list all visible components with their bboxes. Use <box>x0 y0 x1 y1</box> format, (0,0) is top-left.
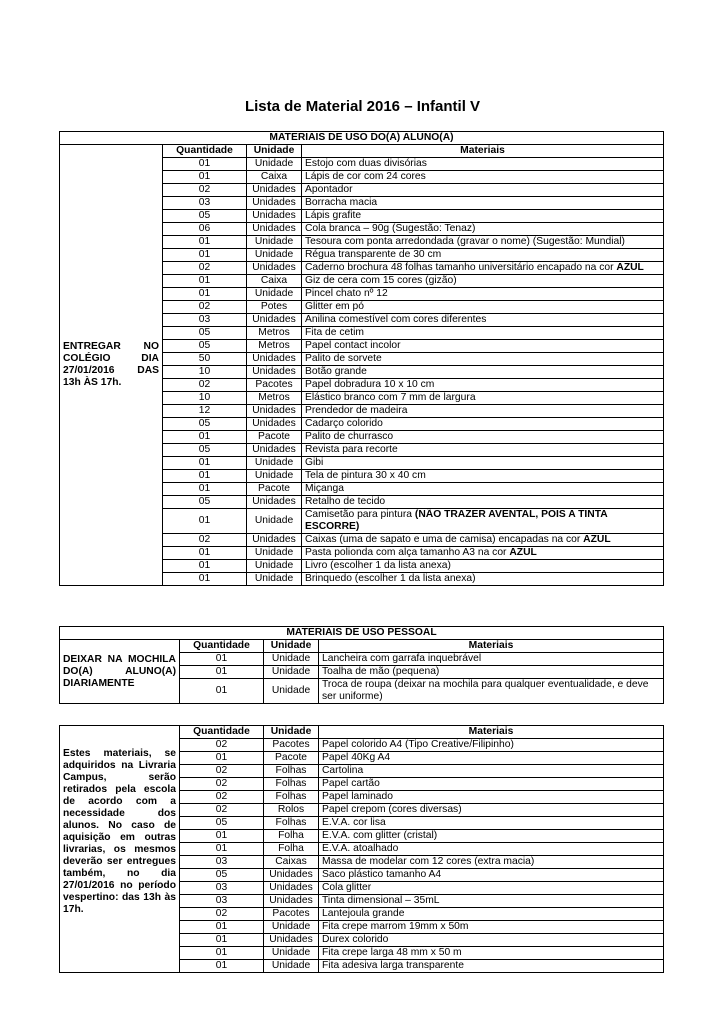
quantity-cell: 01 <box>163 236 247 249</box>
material-cell <box>302 327 664 340</box>
material-cell <box>302 210 664 223</box>
material-cell <box>302 483 664 496</box>
page-title: Lista de Material 2016 – Infantil V <box>244 98 481 115</box>
unit-cell: Unidade <box>247 547 302 560</box>
unit-cell: Unidades <box>247 184 302 197</box>
material-cell <box>319 843 664 856</box>
material-text: E.V.A. com glitter (cristal) <box>322 830 438 841</box>
unit-cell: Unidade <box>247 573 302 586</box>
unit-cell: Unidades <box>247 262 302 275</box>
material-text: Papel cartão <box>322 778 380 789</box>
quantity-cell: 01 <box>163 171 247 184</box>
material-text: Lantejoula grande <box>322 908 405 919</box>
unit-cell: Pacote <box>247 431 302 444</box>
material-text: Troca de roupa (deixar na mochila para qualquer eventualidade, e deve ser uniforme) <box>322 679 649 702</box>
unit-cell: Unidades <box>264 869 319 882</box>
quantity-cell: 02 <box>180 804 264 817</box>
material-cell <box>302 249 664 262</box>
unit-cell: Unidade <box>247 560 302 573</box>
quantity-cell: 12 <box>163 405 247 418</box>
material-cell <box>302 197 664 210</box>
material-text: Fita de cetim <box>305 327 364 338</box>
material-cell <box>302 340 664 353</box>
unit-cell: Unidades <box>247 366 302 379</box>
material-cell <box>319 882 664 895</box>
quantity-cell: 03 <box>163 197 247 210</box>
quantity-cell: 02 <box>180 765 264 778</box>
quantity-cell: 02 <box>180 739 264 752</box>
material-text: Fita adesiva larga transparente <box>322 960 464 971</box>
material-text: Borracha macia <box>305 197 378 208</box>
material-text: Tesoura com ponta arredondada (gravar o nome) (Sugestão: Mundial) <box>305 236 625 247</box>
quantity-cell: 03 <box>163 314 247 327</box>
material-text: Papel colorido A4 (Tipo Creative/Filipinho) <box>322 739 514 750</box>
unit-cell: Unidade <box>247 249 302 262</box>
material-cell <box>319 960 664 973</box>
material-emphasis: AZUL <box>616 262 644 273</box>
material-text: Miçanga <box>305 483 344 494</box>
quantity-cell: 05 <box>180 817 264 830</box>
quantity-cell: 01 <box>180 921 264 934</box>
quantity-cell: 01 <box>163 158 247 171</box>
unit-cell: Unidade <box>247 509 302 534</box>
material-text: Lancheira com garrafa inquebrável <box>322 653 482 664</box>
delivery-note: ENTREGAR NO COLÉGIO DIA 27/01/2016 DAS 13h ÀS 17h. <box>60 145 163 586</box>
quantity-cell: 02 <box>180 908 264 921</box>
unit-cell: Unidades <box>247 314 302 327</box>
quantity-cell: 06 <box>163 223 247 236</box>
quantity-cell: 01 <box>180 830 264 843</box>
personal-materials-table <box>59 626 664 704</box>
material-cell <box>302 509 664 534</box>
unit-cell: Caixa <box>247 171 302 184</box>
backpack-note: DEIXAR NA MOCHILA DO(A) ALUNO(A) DIARIAMENTE <box>60 640 180 704</box>
quantity-cell: 02 <box>163 262 247 275</box>
material-text: Brinquedo (escolher 1 da lista anexa) <box>305 573 476 584</box>
unit-cell: Folhas <box>264 778 319 791</box>
unit-cell: Unidades <box>247 496 302 509</box>
unit-cell: Unidades <box>264 895 319 908</box>
unit-cell: Folhas <box>264 817 319 830</box>
material-cell <box>319 934 664 947</box>
column-header-materials: Materiais <box>319 726 664 739</box>
material-text: Régua transparente de 30 cm <box>305 249 442 260</box>
unit-cell: Unidades <box>247 418 302 431</box>
material-text: Caixas (uma de sapato e uma de camisa) encapadas na cor <box>305 534 584 545</box>
material-cell <box>302 184 664 197</box>
unit-cell: Unidades <box>264 934 319 947</box>
material-cell <box>302 547 664 560</box>
bookstore-note: Estes materiais, se adquiridos na Livraria Campus, serão retirados pela escola de acordo com a necessidade dos alunos. No caso de aquisição em outras livrarias, os mesmos deverão ser entregues também, no dia 27/01/2016 no período vespertino: das 13h às 17h. <box>60 726 180 973</box>
column-header-unit: Unidade <box>264 640 319 653</box>
material-cell <box>302 236 664 249</box>
material-cell <box>302 275 664 288</box>
material-text: Papel contact incolor <box>305 340 401 351</box>
column-header-materials: Materiais <box>302 145 664 158</box>
material-text: Glitter em pó <box>305 301 364 312</box>
material-text: Lápis de cor com 24 cores <box>305 171 426 182</box>
material-cell <box>319 679 664 704</box>
material-cell <box>302 534 664 547</box>
quantity-cell: 05 <box>163 418 247 431</box>
material-cell <box>302 405 664 418</box>
quantity-cell: 01 <box>180 653 264 666</box>
material-cell <box>319 895 664 908</box>
quantity-cell: 02 <box>180 778 264 791</box>
unit-cell: Pacotes <box>247 379 302 392</box>
material-text: Tela de pintura 30 x 40 cm <box>305 470 426 481</box>
quantity-cell: 50 <box>163 353 247 366</box>
unit-cell: Folha <box>264 830 319 843</box>
material-text: E.V.A. atoalhado <box>322 843 399 854</box>
unit-cell: Pacote <box>264 752 319 765</box>
quantity-cell: 01 <box>163 483 247 496</box>
material-cell <box>319 765 664 778</box>
quantity-cell: 05 <box>163 444 247 457</box>
material-text: Papel laminado <box>322 791 393 802</box>
unit-cell: Metros <box>247 327 302 340</box>
material-cell <box>302 171 664 184</box>
quantity-cell: 01 <box>163 288 247 301</box>
material-cell <box>302 560 664 573</box>
material-text: Tinta dimensional – 35mL <box>322 895 440 906</box>
unit-cell: Unidade <box>264 679 319 704</box>
quantity-cell: 01 <box>180 960 264 973</box>
material-text: Apontador <box>305 184 353 195</box>
material-cell <box>319 947 664 960</box>
material-cell <box>302 366 664 379</box>
material-text: Prendedor de madeira <box>305 405 408 416</box>
quantity-cell: 01 <box>163 249 247 262</box>
column-header-unit: Unidade <box>247 145 302 158</box>
unit-cell: Unidades <box>247 223 302 236</box>
column-header-unit: Unidade <box>264 726 319 739</box>
material-cell <box>319 804 664 817</box>
unit-cell: Pacotes <box>264 908 319 921</box>
material-text: Caderno brochura 48 folhas tamanho universitário encapado na cor <box>305 262 617 273</box>
unit-cell: Metros <box>247 392 302 405</box>
unit-cell: Folha <box>264 843 319 856</box>
quantity-cell: 05 <box>163 340 247 353</box>
material-cell <box>302 573 664 586</box>
quantity-cell: 03 <box>180 856 264 869</box>
unit-cell: Folhas <box>264 791 319 804</box>
quantity-cell: 05 <box>180 869 264 882</box>
quantity-cell: 01 <box>180 947 264 960</box>
material-text: Palito de churrasco <box>305 431 394 442</box>
bookstore-materials-table <box>59 725 664 973</box>
unit-cell: Unidades <box>247 210 302 223</box>
material-text: Camisetão para pintura <box>305 509 415 520</box>
material-emphasis: AZUL <box>509 547 537 558</box>
material-cell <box>319 856 664 869</box>
quantity-cell: 01 <box>163 275 247 288</box>
column-header-quantity: Quantidade <box>163 145 247 158</box>
material-cell <box>302 353 664 366</box>
material-text: Cadarço colorido <box>305 418 383 429</box>
quantity-cell: 10 <box>163 366 247 379</box>
quantity-cell: 10 <box>163 392 247 405</box>
unit-cell: Unidade <box>264 653 319 666</box>
material-text: Giz de cera com 15 cores (gizão) <box>305 275 457 286</box>
material-cell <box>319 778 664 791</box>
material-text: Livro (escolher 1 da lista anexa) <box>305 560 451 571</box>
unit-cell: Unidades <box>247 444 302 457</box>
material-cell <box>319 830 664 843</box>
material-text: Retalho de tecido <box>305 496 386 507</box>
quantity-cell: 02 <box>180 791 264 804</box>
material-emphasis: AZUL <box>583 534 611 545</box>
unit-cell: Unidades <box>247 534 302 547</box>
column-header-quantity: Quantidade <box>180 640 264 653</box>
quantity-cell: 01 <box>163 457 247 470</box>
quantity-cell: 05 <box>163 496 247 509</box>
material-text: Fita crepe larga 48 mm x 50 m <box>322 947 462 958</box>
unit-cell: Rolos <box>264 804 319 817</box>
quantity-cell: 01 <box>163 547 247 560</box>
material-cell <box>319 666 664 679</box>
unit-cell: Unidade <box>247 236 302 249</box>
unit-cell: Unidade <box>264 921 319 934</box>
material-text: Anilina comestível com cores diferentes <box>305 314 487 325</box>
material-cell <box>302 470 664 483</box>
material-cell <box>302 457 664 470</box>
unit-cell: Unidade <box>247 158 302 171</box>
material-text: Cartolina <box>322 765 364 776</box>
quantity-cell: 05 <box>163 210 247 223</box>
unit-cell: Pacote <box>247 483 302 496</box>
material-text: Saco plástico tamanho A4 <box>322 869 442 880</box>
quantity-cell: 02 <box>163 379 247 392</box>
quantity-cell: 01 <box>180 666 264 679</box>
material-cell <box>319 817 664 830</box>
material-text: Papel dobradura 10 x 10 cm <box>305 379 435 390</box>
unit-cell: Unidade <box>264 960 319 973</box>
material-cell <box>319 791 664 804</box>
quantity-cell: 02 <box>163 301 247 314</box>
quantity-cell: 01 <box>180 752 264 765</box>
material-cell <box>302 288 664 301</box>
material-cell <box>302 314 664 327</box>
quantity-cell: 01 <box>163 509 247 534</box>
table-heading: MATERIAIS DE USO DO(A) ALUNO(A) <box>60 132 664 145</box>
material-text: Papel crepom (cores diversas) <box>322 804 462 815</box>
quantity-cell: 03 <box>180 895 264 908</box>
material-cell <box>302 418 664 431</box>
material-cell <box>302 444 664 457</box>
material-cell <box>302 262 664 275</box>
quantity-cell: 02 <box>163 184 247 197</box>
material-cell <box>302 223 664 236</box>
unit-cell: Unidades <box>264 882 319 895</box>
quantity-cell: 01 <box>163 470 247 483</box>
material-text: Lápis grafite <box>305 210 362 221</box>
material-cell <box>319 739 664 752</box>
unit-cell: Unidade <box>264 947 319 960</box>
quantity-cell: 01 <box>163 431 247 444</box>
material-cell <box>302 392 664 405</box>
unit-cell: Unidade <box>247 288 302 301</box>
material-text: Fita crepe marrom 19mm x 50m <box>322 921 469 932</box>
material-cell <box>302 301 664 314</box>
student-materials-table <box>59 131 664 586</box>
material-text: Gibi <box>305 457 324 468</box>
unit-cell: Unidades <box>247 405 302 418</box>
material-text: Elástico branco com 7 mm de largura <box>305 392 476 403</box>
material-text: Botão grande <box>305 366 367 377</box>
quantity-cell: 05 <box>163 327 247 340</box>
unit-cell: Metros <box>247 340 302 353</box>
material-cell <box>319 869 664 882</box>
material-text: Revista para recorte <box>305 444 398 455</box>
material-text: Cola branca – 90g (Sugestão: Tenaz) <box>305 223 476 234</box>
unit-cell: Potes <box>247 301 302 314</box>
material-text: Massa de modelar com 12 cores (extra macia) <box>322 856 535 867</box>
quantity-cell: 01 <box>163 573 247 586</box>
unit-cell: Caixas <box>264 856 319 869</box>
material-cell <box>319 752 664 765</box>
material-cell <box>302 379 664 392</box>
unit-cell: Unidade <box>264 666 319 679</box>
material-text: Cola glitter <box>322 882 372 893</box>
unit-cell: Folhas <box>264 765 319 778</box>
unit-cell: Unidades <box>247 197 302 210</box>
material-text: Pincel chato nº 12 <box>305 288 388 299</box>
material-cell <box>302 158 664 171</box>
quantity-cell: 01 <box>180 934 264 947</box>
column-header-materials: Materiais <box>319 640 664 653</box>
quantity-cell: 03 <box>180 882 264 895</box>
material-cell <box>302 496 664 509</box>
table-heading: MATERIAIS DE USO PESSOAL <box>60 627 664 640</box>
quantity-cell: 01 <box>180 679 264 704</box>
material-cell <box>319 908 664 921</box>
material-text: Pasta polionda com alça tamanho A3 na cor <box>305 547 510 558</box>
unit-cell: Pacotes <box>264 739 319 752</box>
quantity-cell: 01 <box>163 560 247 573</box>
quantity-cell: 02 <box>163 534 247 547</box>
unit-cell: Unidade <box>247 470 302 483</box>
material-emphasis: (NÃO TRAZER AVENTAL, POIS A TINTA ESCORRE) <box>305 509 608 532</box>
material-text: Estojo com duas divisórias <box>305 158 427 169</box>
column-header-quantity: Quantidade <box>180 726 264 739</box>
material-cell <box>319 921 664 934</box>
material-text: Toalha de mão (pequena) <box>322 666 440 677</box>
unit-cell: Unidades <box>247 353 302 366</box>
material-text: Palito de sorvete <box>305 353 382 364</box>
material-text: E.V.A. cor lisa <box>322 817 386 828</box>
quantity-cell: 01 <box>180 843 264 856</box>
unit-cell: Caixa <box>247 275 302 288</box>
material-text: Papel 40Kg A4 <box>322 752 391 763</box>
unit-cell: Unidade <box>247 457 302 470</box>
material-cell <box>302 431 664 444</box>
material-text: Durex colorido <box>322 934 389 945</box>
material-cell <box>319 653 664 666</box>
